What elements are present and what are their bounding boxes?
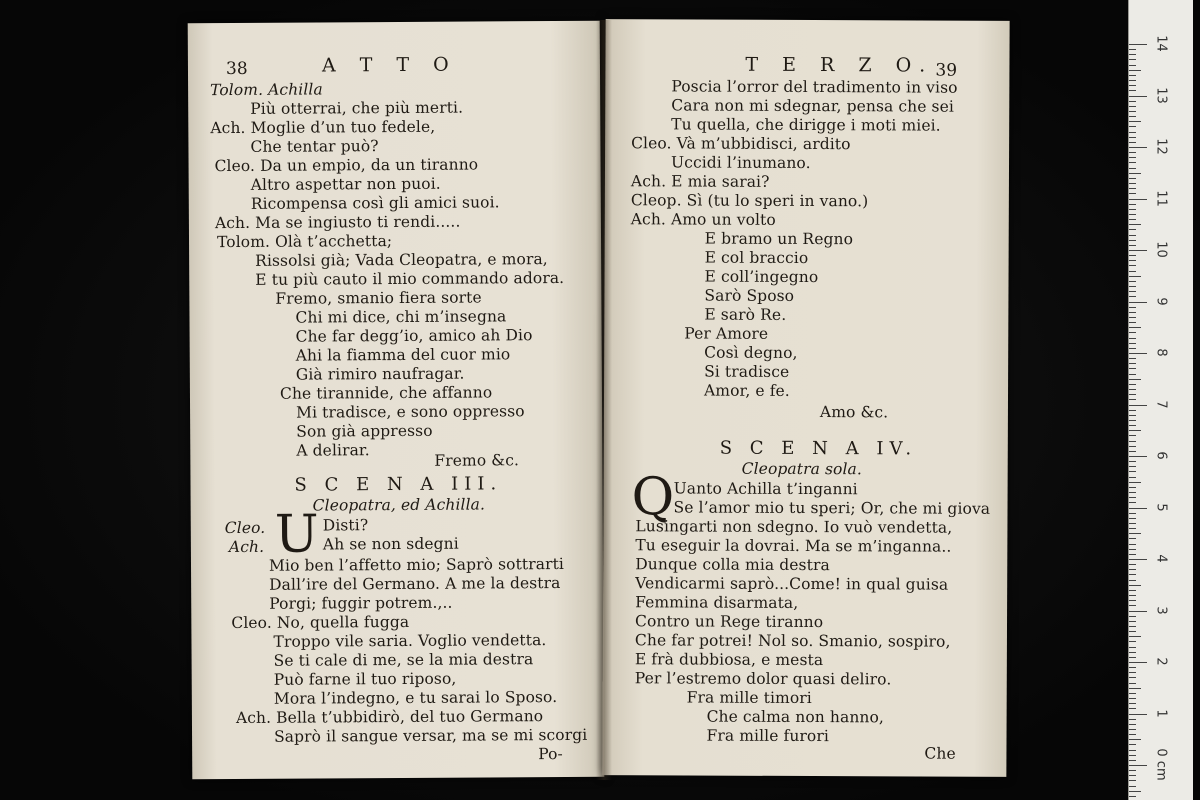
ruler-tick (1129, 631, 1136, 632)
catchword: Po- (538, 744, 563, 764)
ruler-tick (1129, 765, 1147, 766)
ruler-tick (1129, 780, 1136, 781)
text-line: Cara non mi sdegnar, pensa che sei (671, 96, 954, 116)
catchword: Che (924, 744, 956, 763)
ruler-tick (1129, 796, 1136, 797)
ruler-tick (1129, 353, 1147, 354)
text-line: Ach. (228, 537, 265, 557)
ruler-tick (1129, 425, 1136, 426)
ruler-tick (1129, 229, 1136, 230)
ruler-tick (1129, 322, 1136, 323)
ruler-tick (1129, 405, 1147, 406)
text-line: Tolom. Olà t’acchetta; (216, 232, 393, 252)
text-line: Fra mille furori (706, 726, 830, 746)
ruler-tick (1129, 307, 1136, 308)
ruler-tick (1129, 791, 1141, 792)
ruler-tick (1129, 667, 1136, 668)
ruler-tick (1129, 724, 1136, 725)
ruler-tick (1129, 327, 1141, 328)
text-line: Uanto Achilla t’inganni (673, 479, 858, 499)
ruler-tick (1129, 394, 1136, 395)
ruler-tick (1129, 750, 1136, 751)
ruler-tick (1129, 204, 1136, 205)
text-line: Che calma non hanno, (706, 707, 885, 727)
ruler-tick (1129, 240, 1136, 241)
ruler-tick (1129, 70, 1141, 71)
ruler-tick (1129, 714, 1147, 715)
ruler-tick (1129, 132, 1136, 133)
ruler-tick (1129, 178, 1136, 179)
ruler-tick (1129, 142, 1136, 143)
ruler-tick (1129, 162, 1136, 163)
ruler-tick (1129, 544, 1136, 545)
text-line: Ach. E mia sarai? (630, 172, 770, 191)
ruler-tick (1129, 605, 1136, 606)
scene-title: S C E N A III. (294, 473, 503, 496)
text-line: Ach. Ma se ingiusto ti rendi..... (214, 212, 461, 233)
ruler-tick (1129, 487, 1136, 488)
ruler-tick (1129, 533, 1141, 534)
ruler-tick (1129, 662, 1147, 663)
text-line: Ah se non sdegni (322, 534, 459, 554)
text-line: Può farne il tuo riposo, (273, 669, 457, 689)
ruler-tick (1129, 209, 1136, 210)
ruler-tick (1129, 147, 1147, 148)
ruler-tick (1129, 611, 1147, 612)
ruler-tick (1129, 374, 1136, 375)
ruler-tick (1129, 214, 1136, 215)
ruler-tick (1129, 260, 1136, 261)
ruler-tick (1129, 497, 1136, 498)
ruler-tick (1129, 647, 1136, 648)
text-line: E coll’ingegno (704, 267, 819, 287)
ruler-number: 4 (1153, 554, 1169, 563)
text-line: Cleop. Sì (tu lo speri in vano.) (630, 191, 869, 211)
left-page (188, 21, 605, 780)
ruler-tick (1129, 389, 1136, 390)
text-line: Troppo vile saria. Voglio vendetta. (273, 631, 547, 651)
ruler-tick (1129, 85, 1136, 86)
ruler-tick (1129, 482, 1141, 483)
ruler-tick (1129, 49, 1136, 50)
book-gutter (596, 20, 612, 780)
text-line: Dunque colla mia destra (635, 555, 830, 575)
ruler-tick (1129, 338, 1136, 339)
ruler-tick (1129, 271, 1136, 272)
ruler-number: 13 (1153, 86, 1169, 104)
ruler-tick (1129, 80, 1136, 81)
text-line: Vendicarmi saprò...Come! in qual guisa (635, 574, 949, 594)
text-line: Saprò il sangue versar, ma se mi scorgi (273, 725, 588, 746)
ruler-tick (1129, 734, 1136, 735)
ruler-tick (1129, 502, 1136, 503)
ruler-tick (1129, 466, 1136, 467)
text-line: Tolom. Achilla (210, 80, 323, 100)
ruler-tick (1129, 595, 1136, 596)
running-head: A T T O (321, 53, 458, 77)
ruler-tick (1129, 688, 1141, 689)
ruler-tick (1129, 461, 1136, 462)
drop-cap: U (274, 504, 319, 565)
ruler-tick (1129, 559, 1147, 560)
ruler-tick (1129, 152, 1136, 153)
text-line: E sarò Re. (704, 305, 787, 324)
ruler-tick (1129, 358, 1136, 359)
ruler-number: 2 (1153, 657, 1169, 666)
ruler-tick (1129, 492, 1136, 493)
text-line: E frà dubbiosa, e mesta (634, 650, 824, 670)
ruler-tick (1129, 703, 1136, 704)
ruler-tick (1129, 580, 1136, 581)
text-line: Mi tradisce, e sono oppresso (296, 402, 525, 422)
text-line: Cleo. Da un empio, da un tiranno (214, 155, 479, 176)
text-line: Ach. Moglie d’un tuo fedele, (210, 117, 436, 138)
ruler-tick (1129, 75, 1136, 76)
ruler-tick (1129, 677, 1136, 678)
ruler-tick (1129, 245, 1136, 246)
ruler-tick (1129, 116, 1136, 117)
ruler-tick (1129, 641, 1136, 642)
text-line: Fra mille timori (686, 688, 812, 708)
ruler-tick (1129, 193, 1136, 194)
ruler-tick (1129, 368, 1136, 369)
ruler-tick (1129, 538, 1136, 539)
ruler-tick (1129, 235, 1136, 236)
ruler-tick (1129, 379, 1141, 380)
ruler-tick (1129, 652, 1136, 653)
ruler-tick (1129, 626, 1136, 627)
ruler-tick (1129, 574, 1136, 575)
ruler-tick (1129, 446, 1136, 447)
text-line: Amor, e fe. (703, 381, 790, 400)
ruler-number: 0 cm (1153, 748, 1169, 781)
text-line: Uccidi l’inumano. (670, 153, 811, 173)
scene-title: S C E N A IV. (719, 437, 918, 460)
ruler-tick (1129, 523, 1136, 524)
text-line: Si tradisce (704, 362, 790, 381)
text-line: Cleo. Và m’ubbidisci, ardito (631, 134, 851, 154)
text-line: Fremo, smanio fiera sorte (275, 288, 482, 308)
ruler-tick (1129, 585, 1141, 586)
ruler-tick (1129, 770, 1136, 771)
ruler-tick (1129, 384, 1136, 385)
ruler-tick (1129, 708, 1136, 709)
ruler-tick (1129, 399, 1136, 400)
ruler-tick (1129, 564, 1136, 565)
text-line: Disti? (322, 516, 369, 535)
ruler-tick (1129, 477, 1136, 478)
text-line: Che tentar può? (250, 137, 379, 156)
ruler-tick (1129, 44, 1147, 45)
ruler-tick (1129, 265, 1136, 266)
ruler-tick (1129, 621, 1136, 622)
text-line: Mora l’indegno, e tu sarai lo Sposo. (273, 688, 558, 708)
ruler-tick (1129, 719, 1136, 720)
ruler-tick (1129, 250, 1147, 251)
ruler-tick (1129, 600, 1136, 601)
ruler-tick (1129, 111, 1136, 112)
ruler-tick (1129, 137, 1136, 138)
text-line: Che far potrei! Nol so. Smanio, sospiro, (634, 631, 951, 651)
ruler-number: 6 (1153, 451, 1169, 460)
ruler-tick (1129, 90, 1136, 91)
ruler-number: 11 (1153, 189, 1169, 207)
ruler-tick (1129, 415, 1136, 416)
ruler-tick (1129, 255, 1136, 256)
ruler-tick (1129, 554, 1136, 555)
ruler-number: 8 (1153, 348, 1169, 357)
scene-cast: Cleopatra sola. (741, 459, 862, 479)
text-line: Per Amore (684, 324, 769, 343)
ruler-tick (1129, 59, 1136, 60)
ruler-tick (1129, 549, 1136, 550)
ruler-tick (1129, 332, 1136, 333)
ruler-tick (1129, 508, 1147, 509)
ruler-tick (1129, 471, 1136, 472)
ruler-tick (1129, 739, 1141, 740)
ruler-tick (1129, 518, 1136, 519)
measuring-ruler (1128, 0, 1193, 800)
scene-cast: Cleopatra, ed Achilla. (312, 495, 486, 515)
ruler-tick (1129, 569, 1136, 570)
ruler-tick (1129, 286, 1136, 287)
ruler-tick (1129, 590, 1136, 591)
text-line: Ach. Amo un volto (630, 210, 776, 229)
ruler-number: 7 (1153, 399, 1169, 409)
ruler-tick (1129, 224, 1141, 225)
text-line: Così degno, (704, 343, 798, 362)
ruler-tick (1129, 683, 1136, 684)
text-line: Chi mi dice, chi m’insegna (295, 307, 507, 327)
ruler-tick (1129, 199, 1147, 200)
text-line: Mio ben l’affetto mio; Saprò sottrarti (268, 554, 565, 575)
ruler-tick (1129, 65, 1136, 66)
ruler-tick (1129, 441, 1136, 442)
ruler-tick (1129, 410, 1136, 411)
drop-cap: Q (631, 467, 675, 528)
ruler-tick (1129, 219, 1136, 220)
page-number: 38 (225, 58, 248, 80)
ruler-tick (1129, 456, 1147, 457)
page-number: 39 (935, 60, 958, 81)
text-line: E bramo un Regno (704, 229, 854, 249)
ruler-number: 14 (1153, 35, 1169, 52)
text-line: Che far degg’io, amico ah Dio (295, 326, 533, 346)
right-page (602, 19, 1009, 777)
ruler-tick (1129, 291, 1136, 292)
text-line: Se ti cale di me, se la mia destra (273, 650, 534, 670)
text-line: Già rimiro naufragar. (295, 364, 465, 384)
ruler-tick (1129, 281, 1136, 282)
ruler-number: 9 (1153, 296, 1169, 306)
text-line: A delirar. (296, 441, 370, 460)
text-line: Ach. Bella t’ubbidirò, del tuo Germano (235, 707, 544, 727)
ruler-tick (1129, 343, 1136, 344)
text-line: E tu più cauto il mio commando adora. (255, 268, 565, 289)
ruler-tick (1129, 451, 1136, 452)
text-line: Porgi; fuggir potrem.,.. (269, 593, 453, 613)
ruler-tick (1129, 420, 1136, 421)
ruler-tick (1129, 744, 1136, 745)
text-line: Tu eseguir la dovrai. Ma se m’inganna.. (635, 536, 952, 556)
ruler-tick (1129, 157, 1136, 158)
ruler-tick (1129, 657, 1136, 658)
ruler-tick (1129, 101, 1136, 102)
text-line: Femmina disarmata, (635, 593, 799, 612)
text-line: Cleo. No, quella fugga (231, 612, 410, 633)
ruler-tick (1129, 54, 1136, 55)
ruler-tick (1129, 96, 1147, 97)
ruler-tick (1129, 296, 1136, 297)
ruler-tick (1129, 173, 1141, 174)
text-line: Tu quella, che dirigge i moti miei. (671, 115, 941, 135)
ruler-tick (1129, 363, 1136, 364)
text-line: Fremo &c. (434, 451, 520, 470)
text-line: Se l’amor mio tu speri; Or, che mi giova (673, 498, 991, 518)
ruler-tick (1129, 729, 1136, 730)
ruler-number: 5 (1153, 502, 1169, 512)
ruler-tick (1129, 312, 1136, 313)
text-line: E col braccio (704, 248, 809, 268)
ruler-tick (1129, 168, 1136, 169)
text-line: Che tirannide, che affanno (279, 383, 493, 403)
text-line: Cleo. (224, 518, 266, 538)
ruler-tick (1129, 636, 1141, 637)
text-line: Per l’estremo dolor quasi deliro. (634, 669, 892, 689)
ruler-tick (1129, 317, 1136, 318)
text-line: Altro aspettar non puoi. (250, 174, 441, 194)
text-line: Amo &c. (819, 403, 889, 422)
ruler-number: 10 (1153, 241, 1169, 258)
ruler-tick (1129, 302, 1147, 303)
text-line: Poscia l’orror del tradimento in viso (671, 77, 958, 97)
ruler-tick (1129, 126, 1136, 127)
ruler-tick (1129, 276, 1141, 277)
ruler-tick (1129, 513, 1136, 514)
ruler-number: 3 (1153, 605, 1169, 615)
ruler-tick (1129, 672, 1136, 673)
ruler-tick (1129, 528, 1136, 529)
ruler-tick (1129, 693, 1136, 694)
text-line: Son già appresso (296, 421, 433, 441)
ruler-tick (1129, 435, 1136, 436)
ruler-tick (1129, 698, 1136, 699)
ruler-tick (1129, 775, 1136, 776)
text-line: Ricompensa così gli amici suoi. (250, 193, 500, 213)
running-head: T E R Z O. (745, 53, 935, 77)
ruler-tick (1129, 348, 1136, 349)
ruler-tick (1129, 760, 1136, 761)
text-line: Contro un Rege tiranno (634, 612, 824, 632)
text-line: Rissolsi già; Vada Cleopatra, e mora, (255, 250, 548, 270)
ruler-tick (1129, 786, 1136, 787)
text-line: Ahi la fiamma del cuor mio (295, 345, 511, 365)
text-line: Dall’ire del Germano. A me la destra (269, 573, 561, 594)
ruler-tick (1129, 616, 1136, 617)
ruler-tick (1129, 106, 1136, 107)
ruler-tick (1129, 183, 1136, 184)
ruler-tick (1129, 121, 1141, 122)
text-line: Più otterrai, che più merti. (250, 98, 464, 118)
ruler-number: 1 (1153, 708, 1169, 718)
ruler-number: 12 (1153, 138, 1169, 155)
text-line: Sarò Sposo (704, 286, 795, 305)
ruler-tick (1129, 430, 1141, 431)
ruler-tick (1129, 755, 1136, 756)
text-line: Lusingarti non sdegno. Io vuò vendetta, (635, 517, 953, 537)
ruler-tick (1129, 188, 1136, 189)
